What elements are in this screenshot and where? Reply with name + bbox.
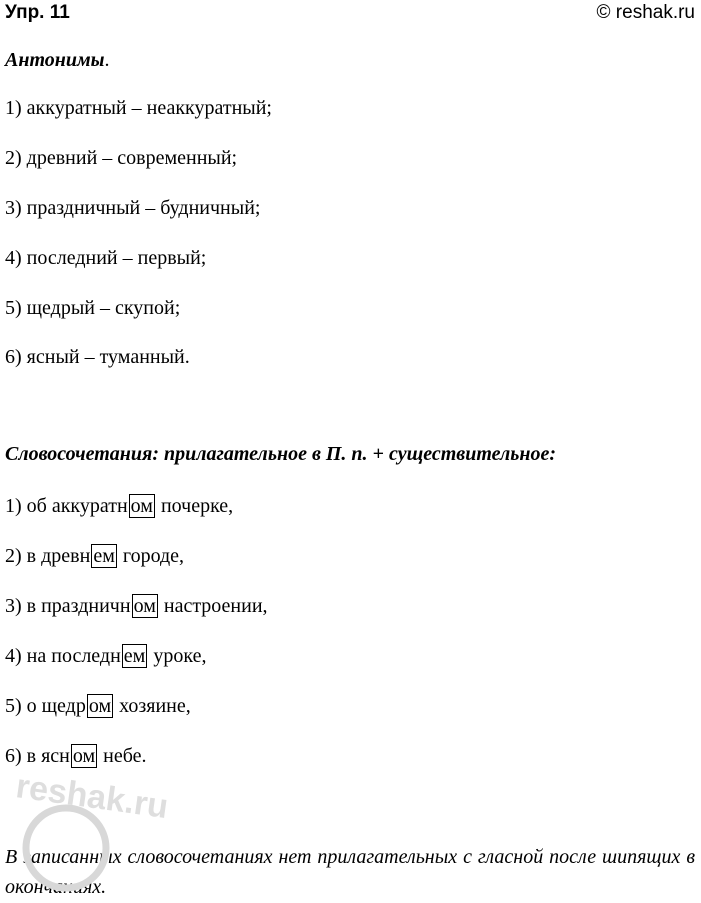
phrases-heading: Словосочетания: прилагательное в П. п. + существительное: — [5, 443, 557, 465]
phrase-ending-box: ом — [133, 595, 156, 617]
phrase-item — [5, 594, 268, 618]
phrase-stem: 6) в ясн — [5, 745, 70, 767]
phrase-stem: 2) в древн — [5, 545, 91, 567]
copyright-label: © reshak.ru — [596, 2, 695, 23]
phrase-ending-box: ем — [123, 645, 146, 667]
watermark-text: reshak.ru — [13, 767, 171, 827]
phrase-noun: хозяине, — [114, 695, 191, 717]
phrase-item — [5, 544, 184, 568]
conclusion-text: В записанных словосочетаниях нет прилагательных с гласной после шипящих в окончаниях. — [5, 846, 695, 898]
antonym-item: 3) праздничный – будничный; — [5, 197, 261, 219]
phrase-stem: 4) на последн — [5, 645, 121, 667]
phrase-stem: 1) об аккуратн — [5, 495, 128, 517]
antonym-item: 6) ясный – туманный. — [5, 346, 190, 368]
exercise-title: Упр. 11 — [5, 2, 70, 23]
phrase-item — [5, 694, 191, 718]
phrase-noun: городе, — [117, 545, 185, 567]
antonym-item: 2) древний – современный; — [5, 147, 238, 169]
antonym-item: 5) щедрый – скупой; — [5, 297, 181, 319]
antonyms-heading-period: . — [104, 49, 110, 71]
phrase-ending-box: ем — [93, 545, 115, 567]
phrase-ending-box: ом — [130, 495, 153, 517]
phrase-ending-box: ом — [72, 745, 96, 767]
phrase-item — [5, 644, 206, 668]
phrase-noun: настроении, — [158, 595, 268, 617]
antonyms-heading-line — [5, 48, 110, 72]
phrase-ending-box: ом — [88, 695, 112, 717]
antonym-item: 4) последний – первый; — [5, 247, 207, 269]
antonyms-heading: Антонимы — [5, 49, 105, 71]
phrase-noun: небе. — [98, 745, 147, 767]
phrase-noun: почерке, — [155, 495, 234, 517]
antonym-item: 1) аккуратный – неаккуратный; — [5, 97, 272, 119]
phrase-stem: 3) в праздничн — [5, 595, 131, 617]
phrase-item — [5, 494, 233, 518]
phrase-noun: уроке, — [148, 645, 207, 667]
phrase-item — [5, 744, 147, 768]
phrase-stem: 5) о щедр — [5, 695, 86, 717]
